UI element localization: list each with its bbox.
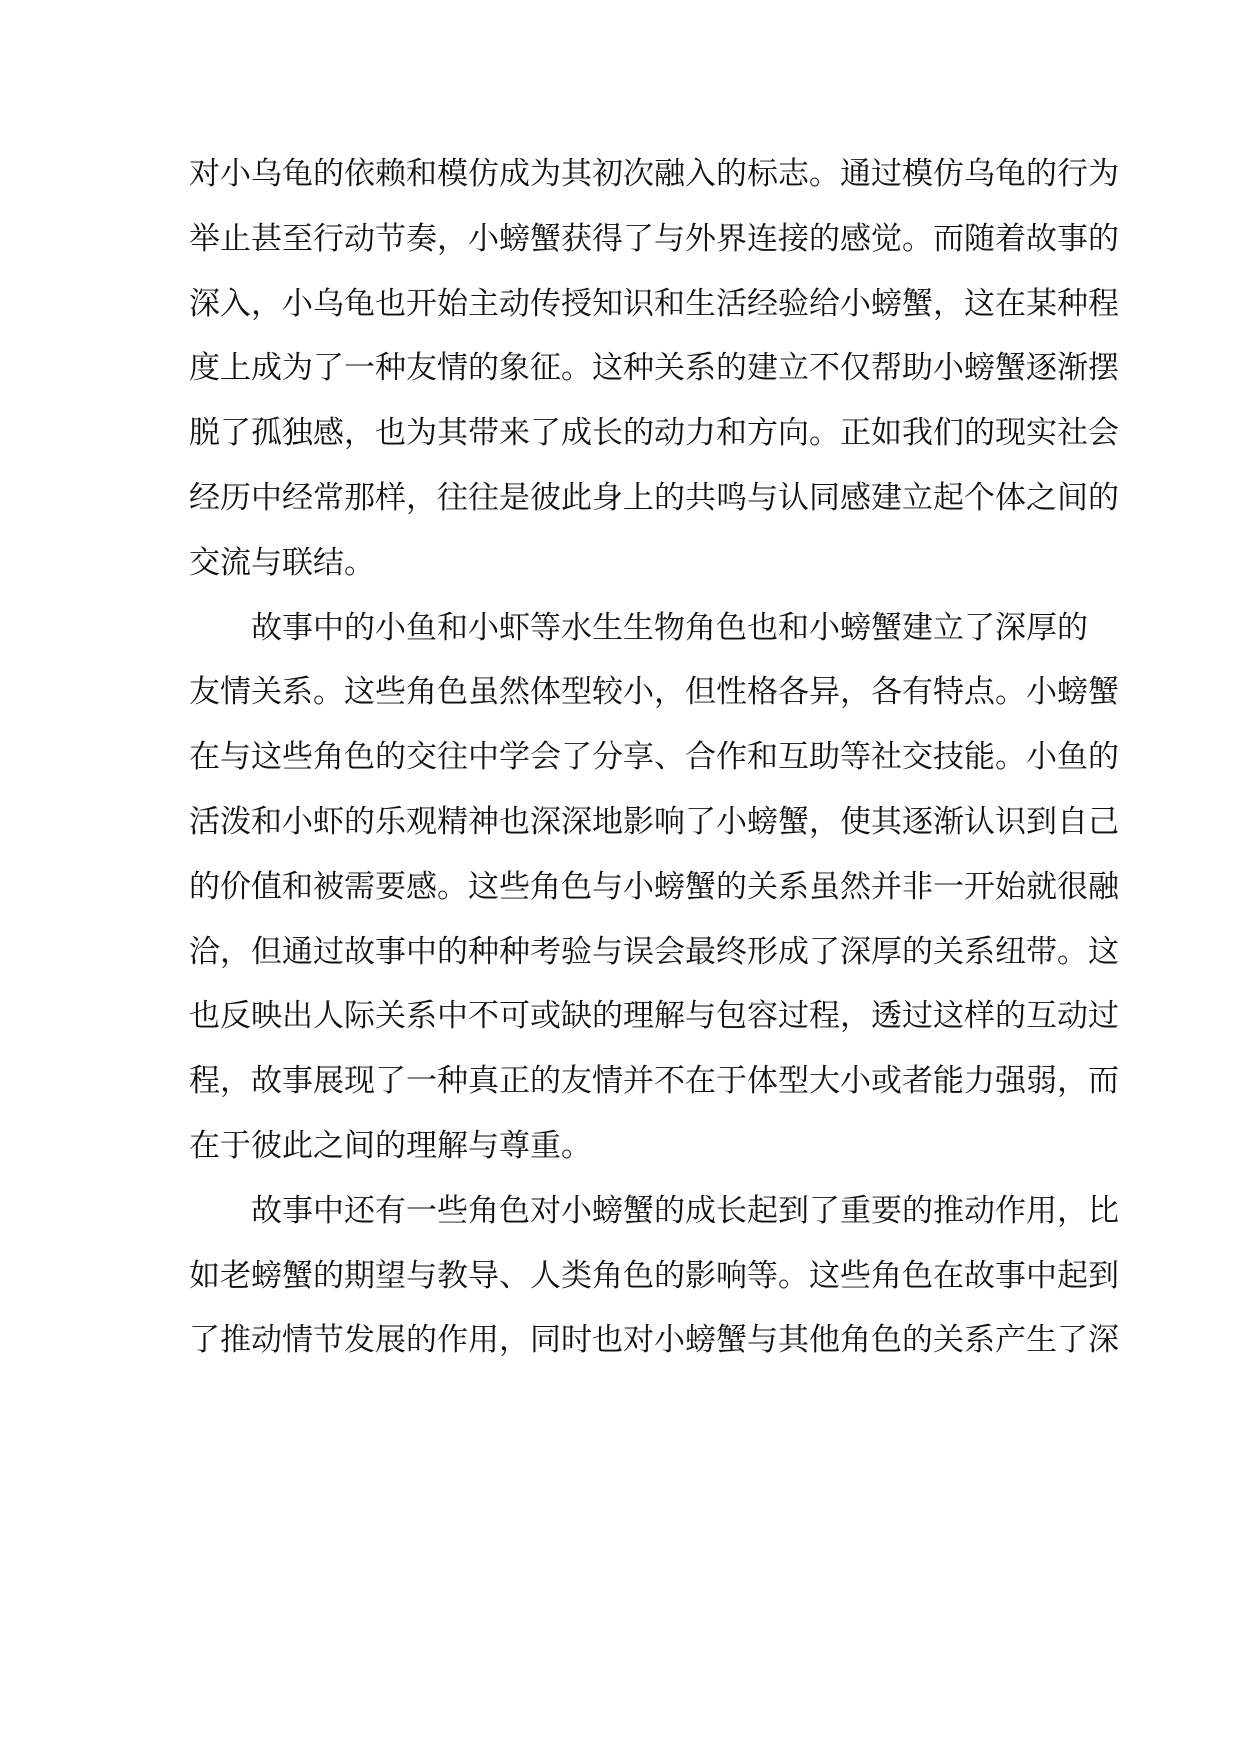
paragraph-3-line-2: 如老螃蟹的期望与教导、人类角色的影响等。这些角色在故事中起到 — [189, 1257, 1119, 1294]
paragraph-3-line-1: 故事中还有一些角色对小螃蟹的成长起到了重要的推动作用，比 — [251, 1192, 1119, 1229]
paragraph-2-line-7: 也反映出人际关系中不可或缺的理解与包容过程，透过这样的互动过 — [189, 998, 1119, 1035]
paragraph-2-line-8: 程，故事展现了一种真正的友情并不在于体型大小或者能力强弱，而 — [189, 1063, 1119, 1100]
paragraph-2-line-2: 友情关系。这些角色虽然体型较小，但性格各异，各有特点。小螃蟹 — [189, 674, 1119, 711]
paragraph-1-line-4: 度上成为了一种友情的象征。这种关系的建立不仅帮助小螃蟹逐渐摆 — [189, 350, 1119, 387]
paragraph-2-line-1: 故事中的小鱼和小虾等水生生物角色也和小螃蟹建立了深厚的 — [251, 609, 1088, 646]
paragraph-2-line-3: 在与这些角色的交往中学会了分享、合作和互助等社交技能。小鱼的 — [189, 739, 1119, 776]
paragraph-1-line-1: 对小乌龟的依赖和模仿成为其初次融入的标志。通过模仿乌龟的行为 — [189, 156, 1119, 192]
paragraph-2-line-9: 在于彼此之间的理解与尊重。 — [189, 1127, 592, 1164]
paragraph-2-line-6: 洽，但通过故事中的种种考验与误会最终形成了深厚的关系纽带。这 — [189, 933, 1119, 970]
paragraph-2-line-5: 的价值和被需要感。这些角色与小螃蟹的关系虽然并非一开始就很融 — [189, 868, 1119, 905]
paragraph-1-line-2: 举止甚至行动节奏，小螃蟹获得了与外界连接的感觉。而随着故事的 — [189, 220, 1119, 257]
paragraph-1-line-3: 深入，小乌龟也开始主动传授知识和生活经验给小螃蟹，这在某种程 — [189, 285, 1119, 322]
document-body — [189, 142, 1119, 1373]
paragraph-2-line-4: 活泼和小虾的乐观精神也深深地影响了小螃蟹，使其逐渐认识到自己 — [189, 803, 1119, 840]
paragraph-3-line-3: 了推动情节发展的作用，同时也对小螃蟹与其他角色的关系产生了深 — [189, 1322, 1119, 1359]
paragraph-1-line-5: 脱了孤独感，也为其带来了成长的动力和方向。正如我们的现实社会 — [189, 415, 1119, 452]
paragraph-1-line-6: 经历中经常那样，往往是彼此身上的共鸣与认同感建立起个体之间的 — [189, 479, 1119, 516]
paragraph-1-line-7: 交流与联结。 — [189, 544, 375, 581]
